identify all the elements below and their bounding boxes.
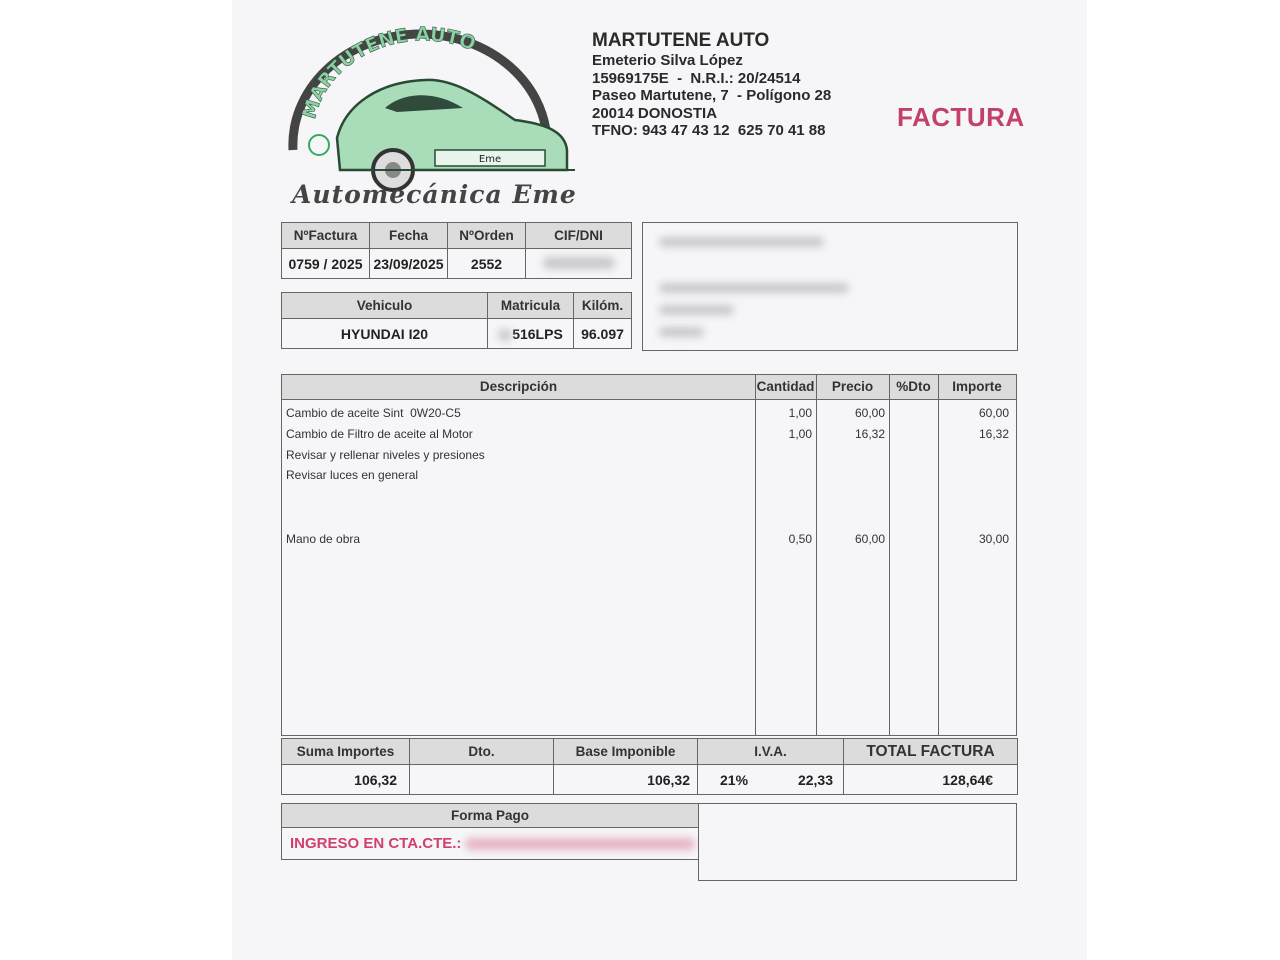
header-price: Precio bbox=[831, 379, 874, 394]
payment-method: INGRESO EN CTA.CTE.: bbox=[290, 835, 462, 852]
vehicle-plate bbox=[488, 319, 574, 349]
invoice-number: 0759 / 2025 bbox=[282, 249, 370, 279]
header-cif-dni: CIF/DNI bbox=[526, 223, 632, 249]
company-address: Paseo Martutene, 7 - Polígono 28 bbox=[592, 87, 832, 104]
company-owner: Emeterio Silva López bbox=[592, 52, 743, 69]
company-info bbox=[592, 30, 831, 140]
signature-box bbox=[698, 803, 1017, 881]
vat-amount: 22,33 bbox=[797, 772, 833, 788]
payment-table bbox=[281, 803, 699, 860]
header-discount: %Dto bbox=[896, 379, 931, 394]
sum-value: 106,32 bbox=[282, 765, 410, 795]
company-name: MARTUTENE AUTO bbox=[592, 30, 770, 51]
logo-tagline: Automecánica Eme bbox=[292, 180, 577, 209]
item-row-1-amount: 60,00 bbox=[978, 406, 1009, 420]
vat-cell bbox=[698, 765, 844, 795]
invoice-meta-table bbox=[281, 222, 632, 279]
item-row-2-amount: 16,32 bbox=[978, 427, 1009, 441]
header-description: Descripción bbox=[479, 379, 558, 394]
item-row-4-desc: Revisar luces en general bbox=[286, 468, 419, 482]
total-value: 128,64€ bbox=[844, 765, 1018, 795]
company-phone: TFNO: 943 47 43 12 625 70 41 88 bbox=[592, 122, 826, 139]
header-payment: Forma Pago bbox=[282, 804, 699, 828]
invoice-date: 23/09/2025 bbox=[370, 249, 448, 279]
item-row-1-price: 60,00 bbox=[854, 406, 885, 420]
header-tax-base: Base Imponible bbox=[554, 739, 698, 765]
client-address-box bbox=[642, 222, 1018, 351]
cif-dni-redacted bbox=[526, 249, 632, 279]
item-row-2-desc: Cambio de Filtro de aceite al Motor bbox=[286, 427, 473, 441]
item-row-2-price: 16,32 bbox=[854, 427, 885, 441]
header-vat: I.V.A. bbox=[698, 739, 844, 765]
header-plate: Matricula bbox=[488, 293, 574, 319]
company-city: 20014 DONOSTIA bbox=[592, 104, 718, 122]
header-sum: Suma Importes bbox=[282, 739, 410, 765]
totals-table bbox=[281, 738, 1018, 795]
header-order-number: NºOrden bbox=[448, 223, 526, 249]
header-date: Fecha bbox=[370, 223, 448, 249]
header-vehicle: Vehiculo bbox=[282, 293, 488, 319]
item-row-3-desc: Revisar y rellenar niveles y presiones bbox=[286, 448, 485, 462]
vehicle-model: HYUNDAI I20 bbox=[282, 319, 488, 349]
item-row-5-qty: 0,50 bbox=[788, 532, 812, 546]
header-km: Kilóm. bbox=[574, 293, 632, 319]
header-total: TOTAL FACTURA bbox=[844, 739, 1018, 765]
totals-discount-value bbox=[410, 765, 554, 795]
item-row-5-desc: Mano de obra bbox=[286, 532, 361, 546]
document-title: FACTURA bbox=[897, 102, 1025, 132]
header-amount: Importe bbox=[952, 379, 1002, 394]
item-row-2-qty: 1,00 bbox=[788, 427, 812, 441]
item-row-5-amount: 30,00 bbox=[978, 532, 1009, 546]
header-totals-discount: Dto. bbox=[410, 739, 554, 765]
header-invoice-number: NºFactura bbox=[282, 223, 370, 249]
logo-arc-text: MARTUTENE AUTO bbox=[298, 23, 479, 122]
item-row-1-desc: Cambio de aceite Sint 0W20-C5 bbox=[286, 406, 461, 420]
company-ids: 15969175E - N.R.I.: 20/24514 bbox=[592, 69, 801, 87]
item-row-5-price: 60,00 bbox=[854, 532, 885, 546]
tax-base-value: 106,32 bbox=[554, 765, 698, 795]
order-number: 2552 bbox=[448, 249, 526, 279]
vehicle-table bbox=[281, 292, 632, 349]
vehicle-plate-text: 516LPS bbox=[512, 325, 563, 342]
svg-text:Eme: Eme bbox=[478, 154, 502, 165]
payment-method-cell bbox=[282, 828, 699, 860]
header-quantity: Cantidad bbox=[756, 379, 815, 394]
item-row-1-qty: 1,00 bbox=[788, 406, 812, 420]
vehicle-km: 96.097 bbox=[574, 319, 632, 349]
vat-percent: 21% bbox=[720, 772, 749, 788]
items-table bbox=[281, 374, 1017, 736]
